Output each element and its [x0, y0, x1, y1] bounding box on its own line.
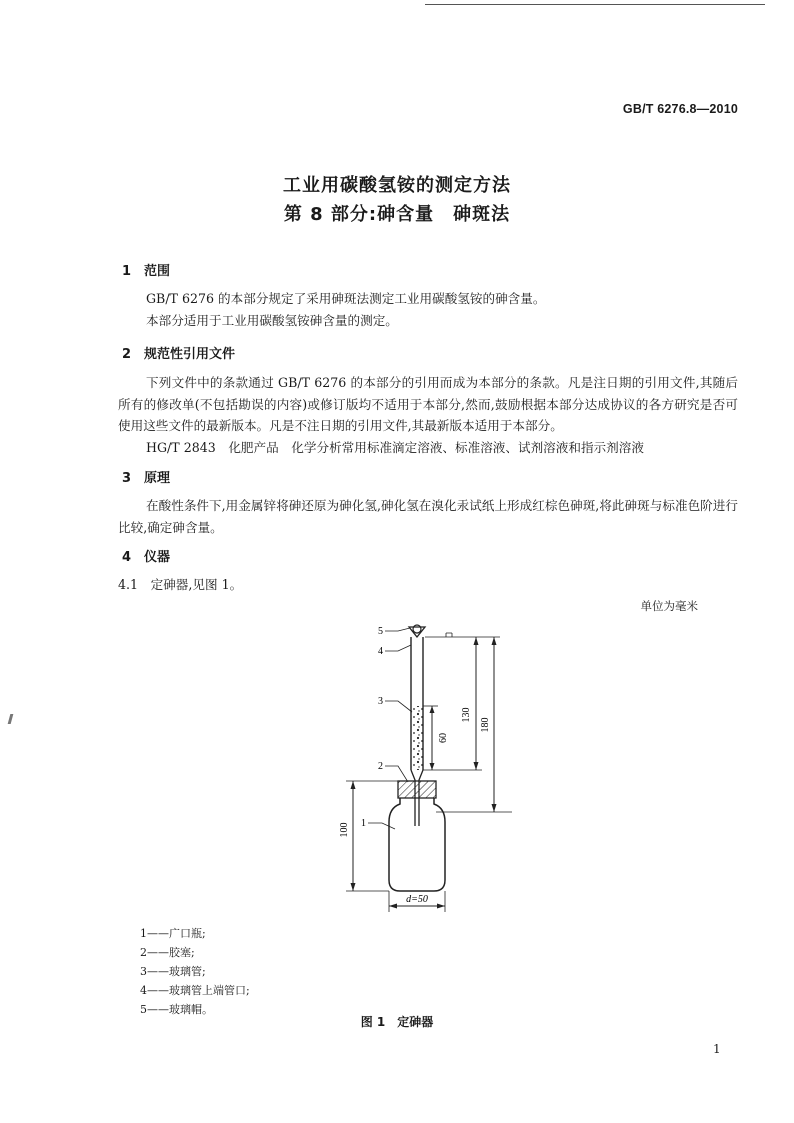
unit-note: 单位为毫米 — [640, 599, 698, 613]
dim-60-text: 60 — [438, 733, 449, 743]
standard-code: GB/T 6276.8—2010 — [622, 102, 738, 116]
leader-1 — [368, 823, 395, 829]
dim-130-text: 130 — [461, 707, 472, 723]
scope-paragraph-1: GB/T 6276 的本部分规定了采用砷斑法测定工业用碳酸氢铵的砷含量。 — [146, 291, 546, 306]
page-number: 1 — [713, 1042, 721, 1056]
glass-cap — [409, 627, 425, 637]
part-label-2: 2 — [378, 761, 383, 772]
section-number: 3 — [122, 471, 132, 486]
part-label-4: 4 — [378, 646, 383, 657]
cap-note-mark — [446, 633, 452, 637]
leader-3 — [385, 701, 412, 712]
legend-item: 2——胶塞; — [140, 946, 195, 959]
dim-180-text: 180 — [480, 717, 491, 733]
dim-100-text: 100 — [339, 822, 350, 838]
normative-reference: HG/T 2843 化肥产品 化学分析常用标准滴定溶液、标准溶液、试剂溶液和指示剂溶液 — [146, 440, 644, 455]
section-number: 1 — [122, 264, 132, 279]
principle-paragraph: 在酸性条件下,用金属锌将砷还原为砷化氢,砷化氢在溴化汞试纸上形成红棕色砷斑,将此砷斑与标准色阶进行比较,确定砷含量。 — [118, 498, 738, 535]
item-4-1: 4.1 定砷器,见图 1。 — [118, 577, 243, 592]
legend-item: 1——广口瓶; — [140, 927, 206, 940]
scope-paragraph-2: 本部分适用于工业用碳酸氢铵砷含量的测定。 — [146, 313, 398, 328]
dim-d50-text: d=50 — [406, 894, 428, 905]
section-number: 2 — [122, 347, 132, 362]
glass-cap-top — [413, 625, 421, 633]
rubber-stopper — [398, 781, 436, 798]
legend-item: 3——玻璃管; — [140, 965, 206, 978]
legend-item: 4——玻璃管上端管口; — [140, 984, 250, 997]
figure-legend — [140, 924, 250, 1019]
part-label-1: 1 — [361, 818, 366, 829]
leader-4 — [385, 645, 411, 651]
legend-item: 5——玻璃帽。 — [140, 1003, 213, 1016]
section-title: 仪器 — [144, 550, 171, 565]
section-title: 规范性引用文件 — [144, 347, 236, 362]
packed-section — [411, 706, 423, 770]
section-number: 4 — [122, 550, 132, 565]
leader-5 — [385, 628, 410, 631]
figure-caption: 图 1 定砷器 — [360, 1015, 434, 1029]
part-label-5: 5 — [378, 626, 383, 637]
doc-title-line2: 第 8 部分:砷含量 砷斑法 — [283, 204, 511, 225]
section-title: 原理 — [144, 471, 171, 486]
normative-paragraph: 下列文件中的条款通过 GB/T 6276 的本部分的引用而成为本部分的条款。凡是注日期的引用文件,其随后所有的修改单(不包括勘误的内容)或修订版均不适用于本部分,然而,鼓励根据本部分达成协议的各方研究是否可使用这些文件的最新版本。凡是不注日期的引用文件,其最新版本适用于本部分。 — [118, 375, 738, 433]
doc-title-line1: 工业用碳酸氢铵的测定方法 — [283, 175, 511, 196]
section-title: 范围 — [144, 264, 171, 279]
part-label-3: 3 — [378, 696, 383, 707]
leader-2 — [385, 766, 408, 782]
